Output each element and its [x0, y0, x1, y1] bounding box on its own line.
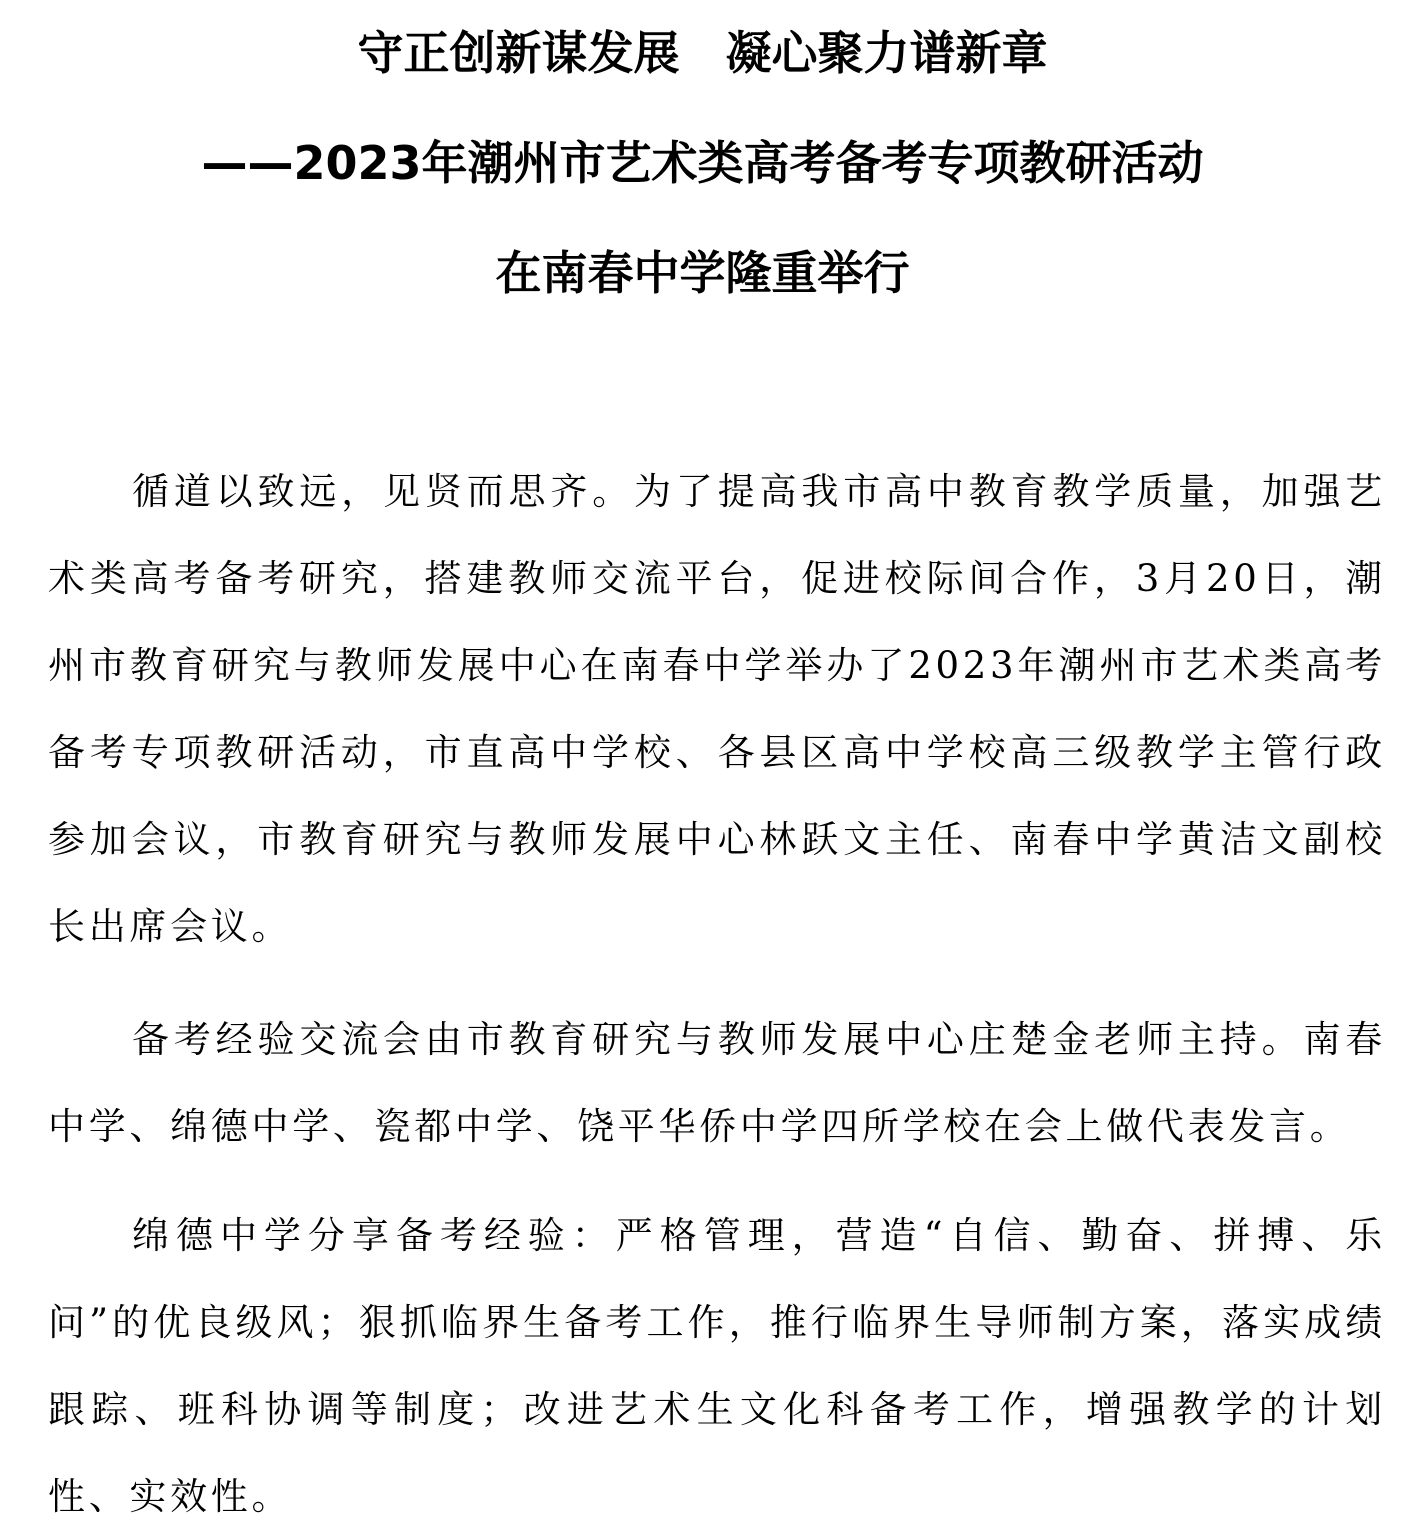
- headline-part-1: 守正创新谋发展: [357, 26, 680, 80]
- subtitle-line-2: 在南春中学隆重举行: [495, 246, 910, 300]
- paragraph-3: 绵德中学分享备考经验：严格管理，营造“自信、勤奋、拼搏、乐问”的优良级风；狠抓临界生备考工作，推行临界生导师制方案，落实成绩跟踪、班科协调等制度；改进艺术生文化科备考工作，增强教学的计划性、实效性。: [48, 1214, 1386, 1518]
- headline-part-2: 凝心聚力谱新章: [725, 26, 1048, 80]
- paragraph-1: 循道以致远，见贤而思齐。为了提高我市高中教育教学质量，加强艺术类高考备考研究，搭建教师交流平台，促进校际间合作，3月20日，潮州市教育研究与教师发展中心在南春中学举办了2023年潮州市艺术类高考备考专项教研活动，市直高中学校、各县区高中学校高三级教学主管行政参加会议，市教育研究与教师发展中心林跃文主任、南春中学黄洁文副校长出席会议。: [48, 470, 1386, 948]
- headline: [0, 25, 1405, 81]
- paragraph-2: 备考经验交流会由市教育研究与教师发展中心庄楚金老师主持。南春中学、绵德中学、瓷都中学、饶平华侨中学四所学校在会上做代表发言。: [48, 1018, 1386, 1148]
- subtitle: ——2023年潮州市艺术类高考备考专项教研活动: [201, 136, 1204, 190]
